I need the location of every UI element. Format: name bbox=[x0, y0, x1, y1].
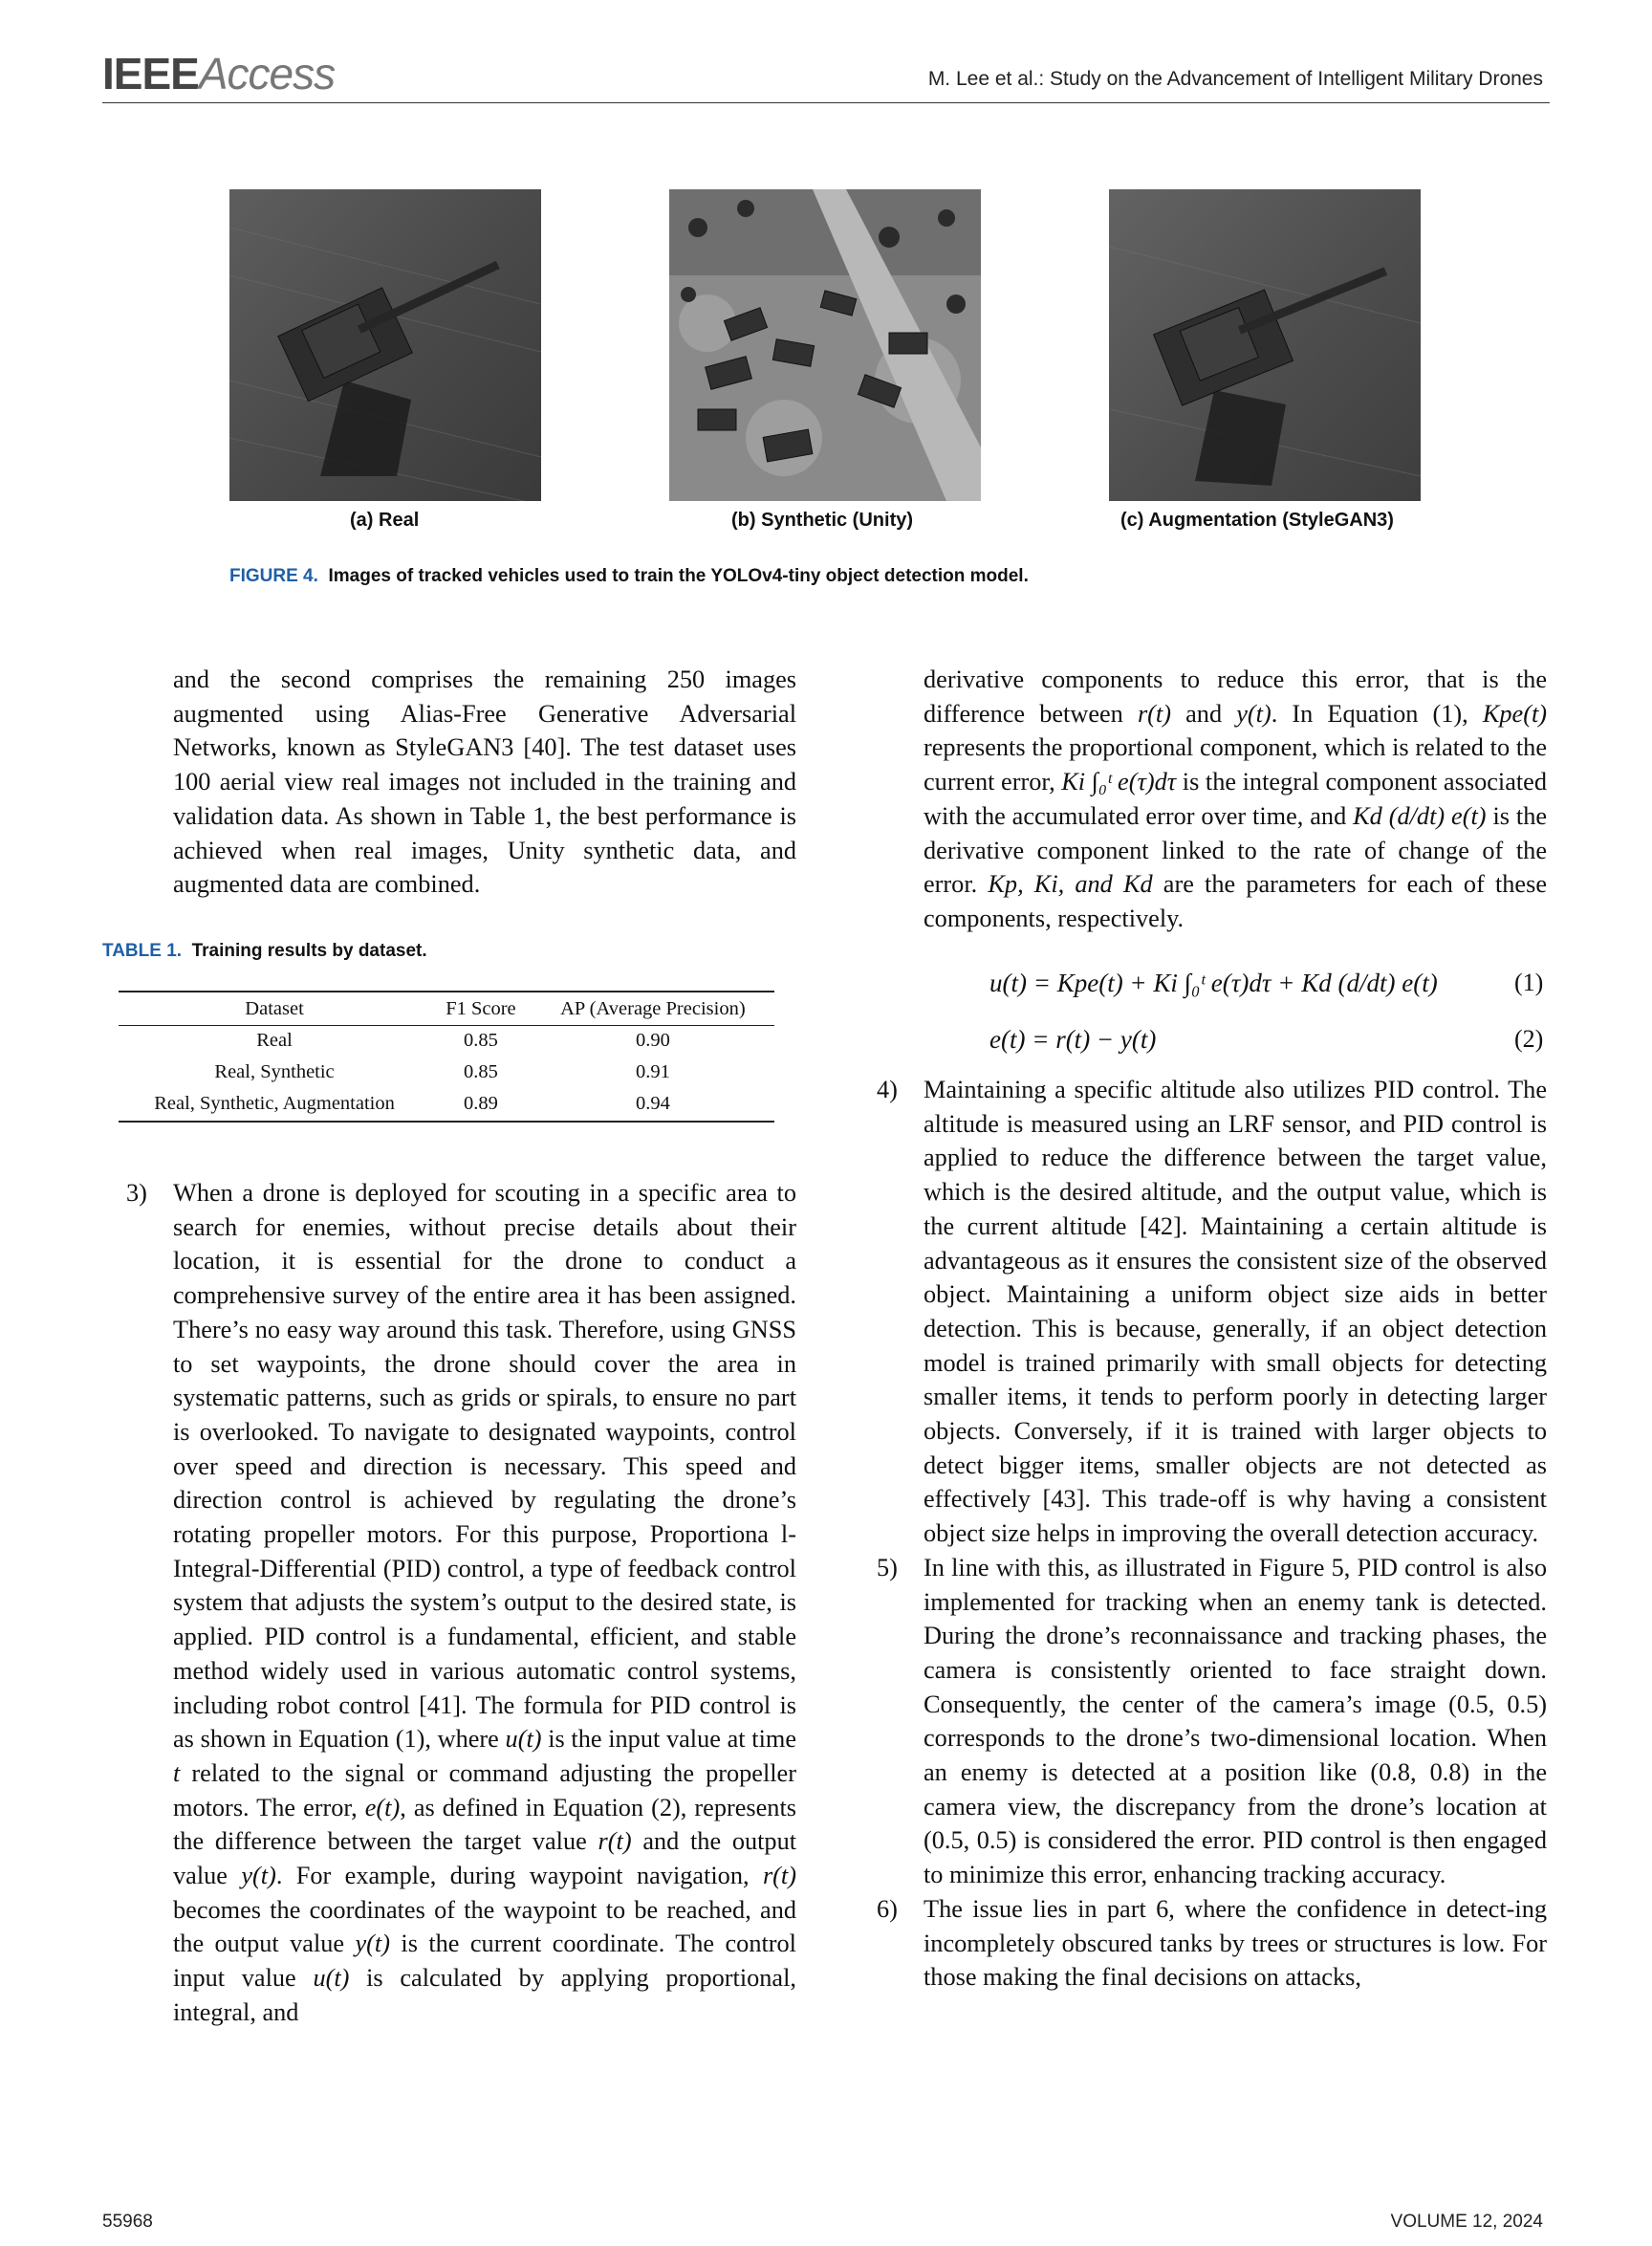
left-list bbox=[126, 1176, 797, 2030]
table-cell: 0.85 bbox=[463, 1030, 498, 1051]
list-item-text: The issue lies in part 6, where the confidence in detect-ing incompletely obscured tanks by trees or structures is low. For those making the final decisions on attacks, bbox=[924, 1894, 1547, 1992]
math-params: Kp, Ki, and Kd bbox=[988, 870, 1153, 899]
cont-text: derivative components to reduce this error, that is the difference between bbox=[924, 665, 1547, 728]
math-e-t: e(t) bbox=[364, 1793, 401, 1821]
running-head: M. Lee et al.: Study on the Advancement of Intelligent Military Drones bbox=[927, 68, 1543, 90]
subcaption-b bbox=[731, 510, 913, 532]
item3-text: becomes the coordinates of the waypoint to be reached, and the output value bbox=[173, 1895, 796, 1958]
volume-info: VOLUME 12, 2024 bbox=[1390, 2212, 1543, 2232]
table-row bbox=[119, 1089, 774, 1122]
equation-1: u(t) = Kpe(t) + Ki ∫₀ᵗ e(τ)dτ + Kd (d/dt) e(t) bbox=[989, 969, 1438, 997]
right-continuation-text bbox=[924, 663, 1547, 936]
item3-text: and the output value bbox=[173, 1827, 797, 1890]
math-y-t: y(t) bbox=[1236, 699, 1272, 728]
synthetic-tanks-image bbox=[669, 189, 981, 501]
table-cell: 0.90 bbox=[635, 1030, 670, 1051]
right-continuation-paragraph bbox=[924, 663, 1547, 936]
logo-access-text: Access bbox=[198, 49, 336, 98]
table-header-cell: AP (Average Precision) bbox=[532, 992, 774, 1026]
list-item-text: In line with this, as illustrated in Figure 5, PID control is also implemented for tracking when an enemy tank is detected. During the drone’s reconnaissance and tracking phases, the camera is consistently oriented to face straight down. Consequently, the center of the camera’s image (0.5, 0.5) corresponds to the drone’s two-dimensional location. When an enemy is detected at a position like (0.8, 0.8) in the camera view, the discrepancy from the drone’s location at (0.5, 0.5) is considered the error. PID control is then engaged to minimize this error, enhancing tracking accuracy. bbox=[924, 1553, 1547, 1889]
math-y-t: y(t) bbox=[355, 1930, 390, 1958]
item3-text: is the current coordinate. The control input value bbox=[173, 1930, 796, 1993]
math-y-t: y(t) bbox=[241, 1862, 276, 1890]
table-row bbox=[119, 1026, 774, 1058]
table-row bbox=[119, 1058, 774, 1089]
list-item-number: 6) bbox=[877, 1894, 898, 1923]
subcaption-a bbox=[350, 510, 419, 532]
subcaption-a-letter: (a) bbox=[350, 510, 374, 531]
list-item-5 bbox=[877, 1551, 1547, 1892]
real-tank-image bbox=[229, 189, 541, 501]
item3-text: related to the signal or command adjusting the propeller motors. The error, bbox=[173, 1758, 796, 1821]
cont-text: represents the proportional component, which is related to the current error, bbox=[924, 733, 1547, 796]
table-caption-text: Training results by dataset. bbox=[191, 941, 427, 961]
subcaption-c-label: Augmentation (StyleGAN3) bbox=[1148, 510, 1394, 531]
figure-caption-text: Images of tracked vehicles used to train the YOLOv4-tiny object detection model. bbox=[328, 566, 1029, 586]
item3-text: is calculated by applying proportional, integral, and bbox=[173, 1964, 796, 2026]
right-list bbox=[877, 1073, 1547, 1995]
cont-text: . In Equation (1), bbox=[1271, 699, 1468, 728]
page-number: 55968 bbox=[102, 2212, 153, 2232]
figure-panel-real bbox=[229, 189, 541, 501]
table-cell: Real bbox=[256, 1030, 293, 1051]
cont-text: and bbox=[1185, 699, 1223, 728]
table-cell: Real, Synthetic bbox=[214, 1061, 335, 1082]
list-item-4 bbox=[877, 1073, 1547, 1551]
table-cell: 0.91 bbox=[635, 1061, 670, 1082]
table-cell: Real, Synthetic, Augmentation bbox=[119, 1089, 430, 1122]
journal-logo bbox=[102, 48, 335, 99]
table-cell: 0.89 bbox=[430, 1089, 532, 1122]
item3-text: , as defined in Equation (2), represents the difference between the target value bbox=[173, 1793, 796, 1856]
list-item-3 bbox=[126, 1176, 797, 2030]
item3-text: . For example, during waypoint navigation, bbox=[275, 1862, 750, 1890]
list-item-number: 4) bbox=[877, 1076, 898, 1103]
math-kp-term: Kpe(t) bbox=[1482, 699, 1548, 728]
equation-1-number: (1) bbox=[1514, 969, 1544, 996]
table-caption bbox=[102, 941, 427, 962]
left-intro-paragraph bbox=[173, 663, 796, 902]
math-r-t: r(t) bbox=[598, 1827, 632, 1856]
math-r-t: r(t) bbox=[762, 1862, 796, 1890]
math-u-t: u(t) bbox=[313, 1964, 350, 1993]
cont-text: are the parameters for each of these components, respectively. bbox=[924, 870, 1548, 932]
list-item-number: 5) bbox=[877, 1553, 898, 1581]
figure-caption-label: FIGURE 4. bbox=[229, 566, 318, 586]
augmented-tank-image bbox=[1109, 189, 1421, 501]
subcaption-c-letter: (c) bbox=[1120, 510, 1144, 531]
list-item-6 bbox=[877, 1892, 1547, 1995]
header-rule bbox=[102, 102, 1550, 103]
item3-text: is the input value at time bbox=[548, 1725, 796, 1754]
list-item-text: Maintaining a specific altitude also utilizes PID control. The altitude is measured using an LRF sensor, and PID control is applied to reduce the difference between the target value, which is the desired altitude, and the output value, which is the current altitude [42]. Maintaining a certain altitude is advantageous as it ensures the consistent size of the observed object. Maintaining a uniform object size aids in better detection. This is because, generally, if an object detection model is trained primarily with small objects for detecting smaller items, it tends to perform poorly in detecting larger objects. Conversely, if it is trained with larger objects to detect bigger items, smaller objects are not detected as effectively [43]. This trade-off is why having a consistent object size helps in improving the overall detection accuracy. bbox=[924, 1076, 1547, 1548]
table-header-cell: Dataset bbox=[119, 992, 430, 1026]
subcaption-b-letter: (b) bbox=[731, 510, 756, 531]
subcaption-c bbox=[1120, 510, 1394, 532]
item3-text: When a drone is deployed for scouting in a specific area to search for enemies, without precise details about their location, it is essential for the drone to conduct a comprehensive survey of the entire area it has been assigned. There’s no easy way around this task. Therefore, using GNSS to set waypoints, the drone should cover the area in systematic patterns, such as grids or spirals, to ensure no part is overlooked. To navigate to designated waypoints, control over speed and direction is necessary. This speed and direction control is achieved by regulating the drone’s rotating propeller motors. For this purpose, Proportiona l-Integral-Differential (PID) control, a type of feedback control system that adjusts the system’s output to the desired state, is applied. PID control is a fundamental, efficient, and stable method widely used in various automatic control systems, including robot control [41]. The formula for PID control is as shown in Equation (1), where bbox=[173, 1179, 796, 1754]
math-u-t: u(t) bbox=[505, 1725, 542, 1754]
math-t: t bbox=[173, 1758, 181, 1787]
subcaption-a-label: Real bbox=[379, 510, 420, 531]
cont-text: is the derivative component linked to the rate of change of the error. bbox=[924, 801, 1548, 899]
table-cell: 0.85 bbox=[463, 1061, 498, 1082]
list-item-number: 3) bbox=[126, 1179, 147, 1207]
table-header-row bbox=[119, 992, 774, 1026]
table-cell: 0.94 bbox=[532, 1089, 774, 1122]
figure-caption bbox=[229, 566, 1029, 587]
math-kd-term: Kd (d/dt) e(t) bbox=[1353, 801, 1487, 830]
figure-panel-augmentation bbox=[1109, 189, 1421, 501]
logo-ieee-text: IEEE bbox=[102, 49, 199, 98]
table-caption-label: TABLE 1. bbox=[102, 941, 183, 961]
math-ki-term: Ki ∫₀ᵗ e(τ)dτ bbox=[1061, 768, 1177, 796]
results-table bbox=[119, 991, 774, 1123]
subcaption-b-label: Synthetic (Unity) bbox=[761, 510, 914, 531]
equation-2: e(t) = r(t) − y(t) bbox=[989, 1025, 1157, 1054]
table-header-cell: F1 Score bbox=[430, 992, 532, 1026]
cont-text: is the integral component associated with the accumulated error over time, and bbox=[924, 768, 1547, 830]
figure-panel-synthetic bbox=[669, 189, 981, 501]
left-intro-text: and the second comprises the remaining 250 images augmented using Alias-Free Generative Adversarial Networks, known as StyleGAN3 [40]. The test dataset uses 100 aerial view real images not included in the training and validation data. As shown in Table 1, the best performance is achieved when real images, Unity synthetic data, and augmented data are combined. bbox=[173, 665, 796, 899]
equation-2-number: (2) bbox=[1514, 1025, 1544, 1053]
math-r-t: r(t) bbox=[1137, 699, 1171, 728]
